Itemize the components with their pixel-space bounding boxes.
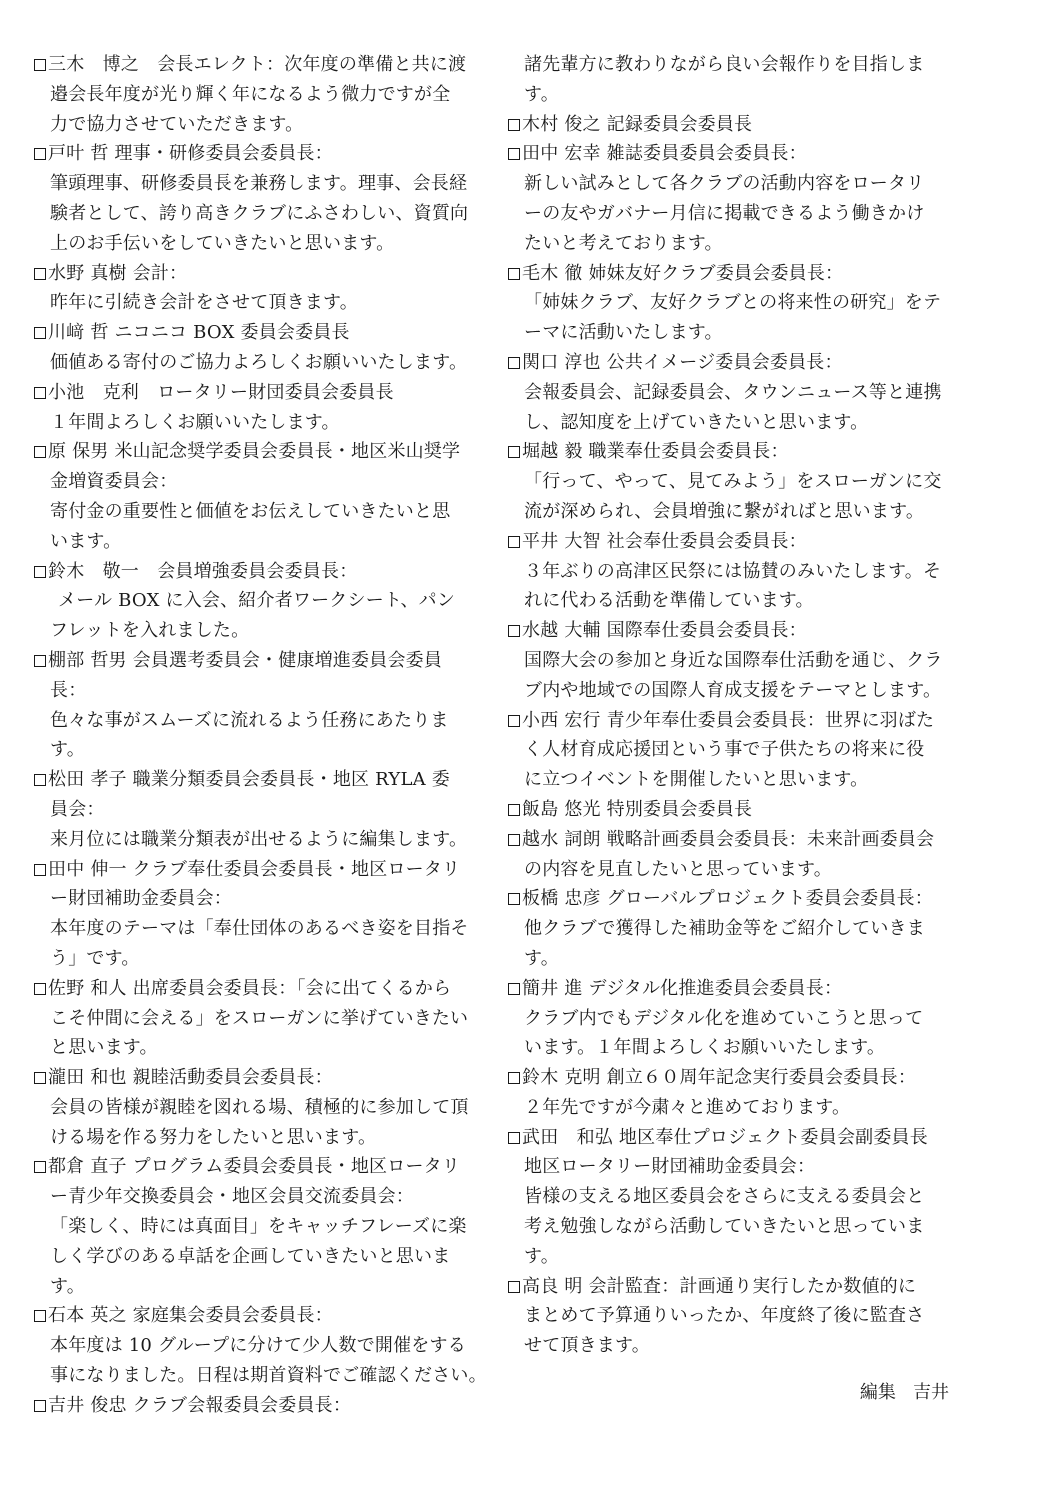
entry-head: 高良 明 会計監査：計画通り実行したか数値的に [508,1272,954,1302]
entry-text: 本年度のテーマは「奉仕団体のあるべき姿を目指そ [50,918,469,940]
entry-text: れに代わる活動を準備しています。 [524,590,814,612]
entry-text: 会報委員会、記録委員会、タウンニュース等と連携 [524,381,942,403]
checkbox-square-icon [508,1072,520,1084]
entry-head: 小西 宏行 青少年奉仕委員会委員長：世界に羽ばた [508,706,954,736]
checkbox-square-icon [508,148,520,160]
checkbox-square-icon [34,1400,46,1412]
checkbox-square-icon [34,1072,46,1084]
checkbox-square-icon [34,1310,46,1322]
entry-text: う」です。 [50,947,140,969]
entry-head: 毛木 徹 姉妹友好クラブ委員会委員長： [508,259,954,289]
checkbox-square-icon [34,387,46,399]
entry-head: 松田 孝子 職業分類委員会委員長・地区 RYLA 委 [34,765,484,795]
entry-text: 事になりました。日程は期首資料でご確認ください。 [50,1365,487,1387]
entry-text: 国際大会の参加と身近な国際奉仕活動を通じ、クラ [524,649,943,671]
entry-text: し、認知度を上げていきたいと思います。 [524,411,869,433]
entry-text: く人材育成応援団という事で子供たちの将来に役 [524,739,925,761]
entry-text: せて頂きます。 [524,1335,650,1357]
entry-text: 流が深められ、会員増強に繋がればと思います。 [524,500,925,522]
entry-text: す。 [524,83,559,105]
checkbox-square-icon [508,1132,520,1144]
checkbox-square-icon [508,357,520,369]
entry-text: １年間よろしくお願いいたします。 [50,411,340,433]
checkbox-square-icon [508,983,520,995]
entry-head: 簡井 進 デジタル化推進委員会委員長： [508,974,954,1004]
checkbox-square-icon [34,774,46,786]
entry-head: 越水 詞朗 戦略計画委員会委員長：未来計画委員会 [508,825,954,855]
checkbox-square-icon [34,983,46,995]
entry-head: 板橋 忠彦 グローバルプロジェクト委員会委員長： [508,884,954,914]
entry-head: 武田 和弘 地区奉仕プロジェクト委員会副委員長 [508,1123,954,1153]
entry-head: 戸叶 哲 理事・研修委員会委員長： [34,139,484,169]
entry-head: 小池 克利 ロータリー財団委員会委員長 [34,378,484,408]
checkbox-square-icon [34,566,46,578]
entry-head: 水越 大輔 国際奉仕委員会委員長： [508,616,954,646]
checkbox-square-icon [508,804,520,816]
entry-head: 三木 博之 会長エレクト：次年度の準備と共に渡 [34,50,484,80]
entry-head: 鈴木 敬一 会員増強委員会委員長： [34,557,484,587]
entry-text: 会員の皆様が親睦を図れる場、積極的に参加して頂 [50,1096,469,1118]
entry-text: ー財団補助金委員会： [50,888,232,910]
checkbox-square-icon [34,446,46,458]
entry-text: ２年先ですが今粛々と進めております。 [524,1096,851,1118]
checkbox-square-icon [508,1281,520,1293]
entry-head: 都倉 直子 プログラム委員会委員長・地区ロータリ [34,1152,484,1182]
entry-text: まとめて予算通りいったか、年度終了後に監査さ [524,1305,925,1327]
entry-head: 原 保男 米山記念奨学委員会委員長・地区米山奨学 [34,437,484,467]
entry-text: います。１年間よろしくお願いいたします。 [524,1037,886,1059]
checkbox-square-icon [508,268,520,280]
entry-text: ３年ぶりの高津区民祭には協賛のみいたします。そ [524,560,942,582]
entry-text: に立つイベントを開催したいと思います。 [524,769,869,791]
entry-head: 鈴木 克明 創立６０周年記念実行委員会委員長： [508,1063,954,1093]
entry-text: 皆様の支える地区委員会をさらに支える委員会と [524,1186,925,1208]
entry-head: 吉井 俊忠 クラブ会報委員会委員長： [34,1391,484,1421]
entry-text: す。 [524,1245,559,1267]
left-column [34,50,487,1421]
checkbox-square-icon [34,1161,46,1173]
entry-text: す。 [524,947,559,969]
entry-text: 「楽しく、時には真面目」をキャッチフレーズに楽 [50,1216,467,1238]
entry-text: す。 [50,1275,85,1297]
checkbox-square-icon [34,864,46,876]
editor-name: 吉井 [913,1382,949,1403]
entry-head: 田中 伸一 クラブ奉仕委員会委員長・地区ロータリ [34,855,484,885]
checkbox-square-icon [508,834,520,846]
entry-head: 平井 大智 社会奉仕委員会委員長： [508,527,954,557]
entry-head: 佐野 和人 出席委員会委員長：「会に出てくるから [34,974,484,1004]
entry-text: 色々な事がスムーズに流れるよう任務にあたりま [50,709,449,731]
entry-text: フレットを入れました。 [50,620,250,642]
entry-text: たいと考えております。 [524,232,723,254]
entry-text: 来月位には職業分類表が出せるように編集します。 [50,828,468,850]
entry-text: 考え勉強しながら活動していきたいと思っていま [524,1216,925,1238]
entry-head: 飯島 悠光 特別委員会委員長 [508,795,954,825]
entry-text: 「姉妹クラブ、友好クラブとの将来性の研究」をテ [524,292,942,314]
entry-text: す。 [50,739,85,761]
editor-label: 編集 [859,1382,896,1403]
entry-text: 験者として、誇り高きクラブにふさわしい、資質向 [50,202,469,224]
entry-head: 瀧田 和也 親睦活動委員会委員長： [34,1063,484,1093]
checkbox-square-icon [508,893,520,905]
entry-text: 価値ある寄付のご協力よろしくお願いいたします。 [50,351,468,373]
entry-text: 「行って、やって、見てみよう」をスローガンに交 [524,471,942,493]
entry-text: 筆頭理事、研修委員長を兼務します。理事、会長経 [50,173,468,195]
entry-text: こそ仲間に会える」をスローガンに挙げていきたい [50,1007,469,1029]
checkbox-square-icon [34,268,46,280]
entry-head: 石本 英之 家庭集会委員会委員長： [34,1301,484,1331]
entry-head: 水野 真樹 会計： [34,259,484,289]
entry-text: しく学びのある卓話を企画していきたいと思いま [50,1245,451,1267]
entry-text: 金増資委員会： [50,471,178,493]
entry-text: 昨年に引続き会計をさせて頂きます。 [50,292,358,314]
entry-text: 本年度は 10 グループに分けて少人数で開催をする [50,1335,466,1357]
right-column [508,50,954,1361]
editor-credit [860,1378,949,1404]
checkbox-square-icon [34,59,46,71]
entry-text: 諸先輩方に教わりながら良い会報作りを目指しま [524,54,925,75]
checkbox-square-icon [508,536,520,548]
checkbox-square-icon [34,655,46,667]
checkbox-square-icon [34,148,46,160]
entry-text: ー青少年交換委員会・地区会員交流委員会： [50,1186,414,1208]
entry-text: 新しい試みとして各クラブの活動内容をロータリ [524,173,925,195]
entry-head: 堀越 毅 職業奉仕委員会委員長： [508,437,954,467]
entry-text: ブ内や地域での国際人育成支援をテーマとします。 [524,679,942,701]
entry-head: 川﨑 哲 ニコニコ BOX 委員会委員長 [34,318,484,348]
checkbox-square-icon [508,715,520,727]
entry-text: メール BOX に入会、紹介者ワークシート、パン [58,590,456,612]
checkbox-square-icon [34,327,46,339]
entry-text: います。 [50,530,122,552]
entry-text: 他クラブで獲得した補助金等をご紹介していきま [524,918,925,940]
entry-head: 棚部 哲男 会員選考委員会・健康増進委員会委員 [34,646,484,676]
entry-text: 邉会長年度が光り輝く年になるよう微力ですが全 [50,83,451,105]
entry-text: 力で協力させていただきます。 [50,113,304,135]
entry-text: 地区ロータリー財団補助金委員会： [524,1156,816,1178]
entry-text: と思います。 [50,1037,158,1059]
entry-text: 上のお手伝いをしていきたいと思います。 [50,232,395,254]
entry-text: の内容を見直したいと思っています。 [524,858,832,880]
entry-text: 長： [50,679,87,701]
checkbox-square-icon [508,119,520,131]
entry-text: ーマに活動いたします。 [524,322,723,344]
entry-head: 関口 淳也 公共イメージ委員会委員長： [508,348,954,378]
entry-head: 田中 宏幸 雑誌委員委員会委員長： [508,139,954,169]
entry-text: 寄付金の重要性と価値をお伝えしていきたいと思 [50,500,451,522]
entry-text: 員会： [50,798,105,820]
entry-text: クラブ内でもデジタル化を進めていこうと思って [524,1007,924,1029]
checkbox-square-icon [508,446,520,458]
entry-head: 木村 俊之 記録委員会委員長 [508,110,954,140]
entry-text: ーの友やガバナー月信に掲載できるよう働きかけ [524,202,925,224]
entry-text: ける場を作る努力をしたいと思います。 [50,1126,377,1148]
checkbox-square-icon [508,625,520,637]
